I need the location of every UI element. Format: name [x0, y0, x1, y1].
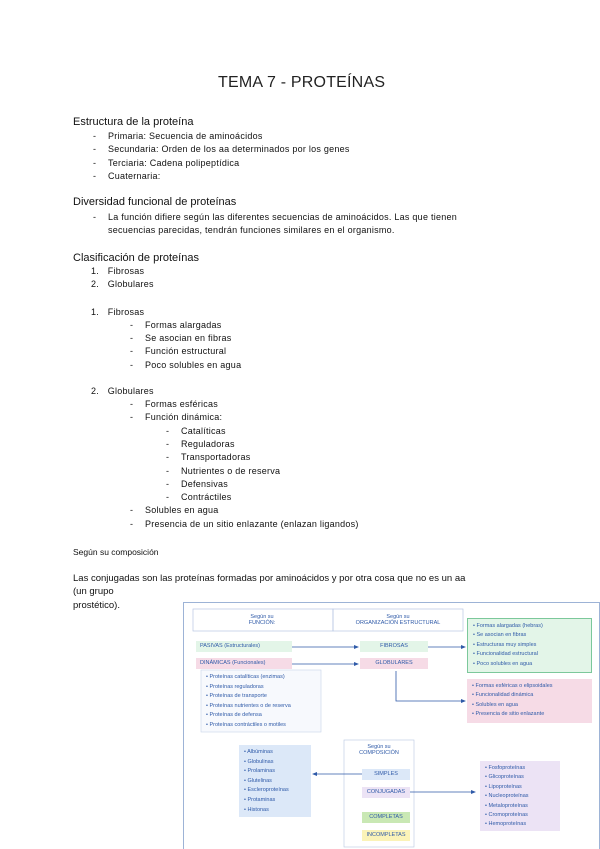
list-item: • Funcionalidad estructural	[473, 651, 538, 658]
list-item: • Prolaminas	[244, 768, 275, 775]
list-item-text: Estructuras muy simples	[476, 641, 537, 648]
sub-list-item: - Nutrientes o de reserva	[181, 466, 280, 476]
list-item: • Fosfoproteínas	[485, 765, 526, 771]
list-item-text: Glicoproteínas	[488, 774, 524, 781]
organizacion-header-line: Según su	[386, 614, 410, 620]
list-item: - Se asocian en fibras	[145, 333, 232, 343]
conjugadas-list	[480, 761, 560, 831]
paragraph-line: secuencias parecidas, tendrán funciones similares en el organismo.	[108, 225, 395, 235]
item-number: 2.	[91, 279, 100, 289]
list-item-text: Proteínas contráctiles o motiles	[209, 721, 286, 728]
list-item: • Proteínas catalíticas (enzimas)	[206, 674, 285, 680]
list-item: • Proteínas de transporte	[206, 693, 267, 700]
list-item: • Escleroproteínas	[244, 787, 289, 794]
composicion-header	[346, 744, 412, 756]
list-item-text: Nucleoproteínas	[488, 793, 529, 800]
protein-classification-diagram	[183, 602, 600, 849]
list-item: • Glicoproteínas	[485, 774, 524, 781]
list-item: • Formas esféricas o elipsoidales	[472, 683, 553, 689]
list-item: • Solubles en agua	[472, 701, 518, 708]
list-item-text: Cromoproteínas	[488, 812, 528, 819]
list-item-text: Proteínas nutrientes o de reserva	[209, 702, 291, 709]
list-item: - Función estructural	[145, 346, 226, 356]
simples-box: SIMPLES	[362, 769, 410, 780]
organizacion-header	[341, 614, 455, 626]
list-item: - Primaria: Secuencia de aminoácidos	[108, 131, 263, 141]
numbered-item-globulares	[91, 386, 154, 396]
list-item-text: Formas alargadas (hebras)	[476, 623, 543, 629]
funcion-header-line: Según su	[250, 614, 274, 620]
list-item: - Función dinámica:	[145, 412, 222, 422]
list-item-text: Proteínas catalíticas (enzimas)	[209, 674, 285, 680]
list-item: • Estructuras muy simples	[473, 641, 537, 648]
item-number: 2.	[91, 386, 100, 396]
incompletas-box: INCOMPLETAS	[362, 830, 410, 841]
section-heading-clasificacion: Clasificación de proteínas	[73, 252, 199, 264]
composicion-header-line: COMPOSICIÓN	[359, 750, 399, 756]
list-item: • Proteínas de defensa	[206, 712, 262, 719]
list-item: - Poco solubles en agua	[145, 360, 241, 370]
list-item-text: Hemoproteínas	[488, 821, 527, 828]
conjugadas-box: CONJUGADAS	[362, 787, 410, 798]
list-item: • Proteínas nutrientes o de reserva	[206, 702, 291, 709]
list-item-text: Funcionalidad estructural	[476, 651, 538, 658]
item-label: Fibrosas	[107, 307, 145, 317]
list-item: • Se asocian en fibras	[473, 632, 527, 639]
arrow-head	[471, 790, 476, 794]
list-item: • Proteínas contráctiles o motiles	[206, 721, 286, 728]
globulares-box: GLOBULARES	[360, 658, 428, 669]
list-item-text: Protaminas	[247, 796, 276, 803]
list-item-text: Proteínas de transporte	[209, 693, 267, 700]
item-label: Fibrosas	[107, 266, 145, 276]
list-item-text: Escleroproteínas	[247, 787, 289, 794]
pasivas-box: PASIVAS (Estructurales)	[196, 641, 292, 652]
composicion-header-line: Según su	[367, 744, 391, 750]
sub-list-item: - Contráctiles	[181, 492, 232, 502]
list-item: - Formas alargadas	[145, 320, 222, 330]
list-item: - Secundaria: Orden de los aa determinados por los genes	[108, 144, 350, 154]
organizacion-header-line: ORGANIZACIÓN ESTRUCTURAL	[355, 620, 441, 626]
list-item-text: Solubles en agua	[475, 701, 518, 708]
arrow-head	[354, 645, 359, 649]
section-heading-estructura: Estructura de la proteína	[73, 116, 194, 128]
list-item: • Presencia de sitio enlazante	[472, 711, 545, 718]
section-heading-diversidad: Diversidad funcional de proteínas	[73, 196, 237, 208]
fibrosas-list	[467, 618, 592, 673]
list-item: • Proteínas reguladoras	[206, 683, 264, 690]
list-item: • Globulinas	[244, 758, 274, 765]
item-label: Globulares	[107, 279, 154, 289]
list-item: • Funcionalidad dinámica	[472, 692, 534, 699]
section-heading-composicion: Según su composición	[73, 547, 159, 557]
funcion-header	[232, 614, 292, 626]
list-item-text: Albúminas	[247, 749, 273, 755]
numbered-item	[91, 266, 144, 276]
numbered-item-fibrosas	[91, 307, 144, 317]
paragraph-line: - La función difiere según las diferentes secuencias de aminoácidos. Las que tienen	[108, 212, 457, 222]
item-number: 1.	[91, 266, 100, 276]
list-item: • Poco solubles en agua	[473, 660, 533, 667]
globulares-list	[467, 679, 592, 723]
list-item-text: Proteínas reguladoras	[209, 683, 264, 690]
list-item: • Hemoproteínas	[485, 821, 527, 828]
list-item: • Histonas	[244, 806, 269, 813]
list-item: • Protaminas	[244, 796, 276, 803]
sub-list-item: - Reguladoras	[181, 439, 235, 449]
list-item-text: Glutelinas	[247, 777, 272, 784]
list-item: • Lipoproteínas	[485, 783, 522, 790]
dinamicas-list	[206, 673, 291, 731]
list-item-text: Metaloproteínas	[488, 802, 528, 809]
list-item-text: Poco solubles en agua	[476, 660, 533, 667]
list-item: • Cromoproteínas	[485, 812, 528, 819]
list-item-text: Globulinas	[247, 758, 274, 765]
sub-list-item: - Transportadoras	[181, 452, 250, 462]
list-item: • Nucleoproteínas	[485, 793, 529, 800]
item-label: Globulares	[107, 386, 154, 396]
list-item: - Formas esféricas	[145, 399, 218, 409]
item-number: 1.	[91, 307, 100, 317]
list-item: • Albúminas	[244, 749, 273, 755]
list-item-text: Prolaminas	[247, 768, 275, 775]
list-item-text: Formas esféricas o elipsoidales	[475, 683, 553, 689]
list-item: - Presencia de un sitio enlazante (enlazan ligandos)	[145, 519, 359, 529]
list-item-text: Histonas	[247, 806, 269, 813]
list-item: - Solubles en agua	[145, 505, 219, 515]
page-title: TEMA 7 - PROTEÍNAS	[218, 74, 386, 91]
list-item: - Cuaternaria:	[108, 171, 161, 181]
paragraph-line: Las conjugadas son las proteínas formadas por aminoácidos y por otra cosa que no es un aa	[73, 573, 466, 584]
connector-globulares-list	[396, 671, 464, 701]
arrow-head	[354, 662, 359, 666]
arrow-head	[312, 772, 317, 776]
dinamicas-box: DINÁMICAS (Funcionales)	[196, 658, 292, 669]
list-item: • Metaloproteínas	[485, 802, 528, 809]
list-item-text: Fosfoproteínas	[488, 765, 526, 771]
simples-list	[239, 745, 311, 817]
funcion-header-line: FUNCIÓN:	[248, 620, 276, 626]
arrow-head	[461, 645, 466, 649]
paragraph-line: (un grupo	[73, 586, 114, 597]
list-item-text: Funcionalidad dinámica	[475, 692, 534, 699]
list-item-text: Lipoproteínas	[488, 783, 522, 790]
list-item-text: Presencia de sitio enlazante	[475, 711, 545, 718]
sub-list-item: - Catalíticas	[181, 426, 226, 436]
completas-box: COMPLETAS	[362, 812, 410, 823]
arrow-head	[461, 699, 466, 703]
list-item: • Formas alargadas (hebras)	[473, 623, 543, 629]
list-item: - Terciaria: Cadena polipeptídica	[108, 158, 239, 168]
paragraph-line: prostético).	[73, 600, 120, 611]
numbered-item	[91, 279, 154, 289]
list-item: • Glutelinas	[244, 777, 272, 784]
list-item-text: Proteínas de defensa	[209, 712, 262, 719]
sub-list-item: - Defensivas	[181, 479, 228, 489]
fibrosas-box: FIBROSAS	[360, 641, 428, 652]
list-item-text: Se asocian en fibras	[476, 632, 527, 639]
